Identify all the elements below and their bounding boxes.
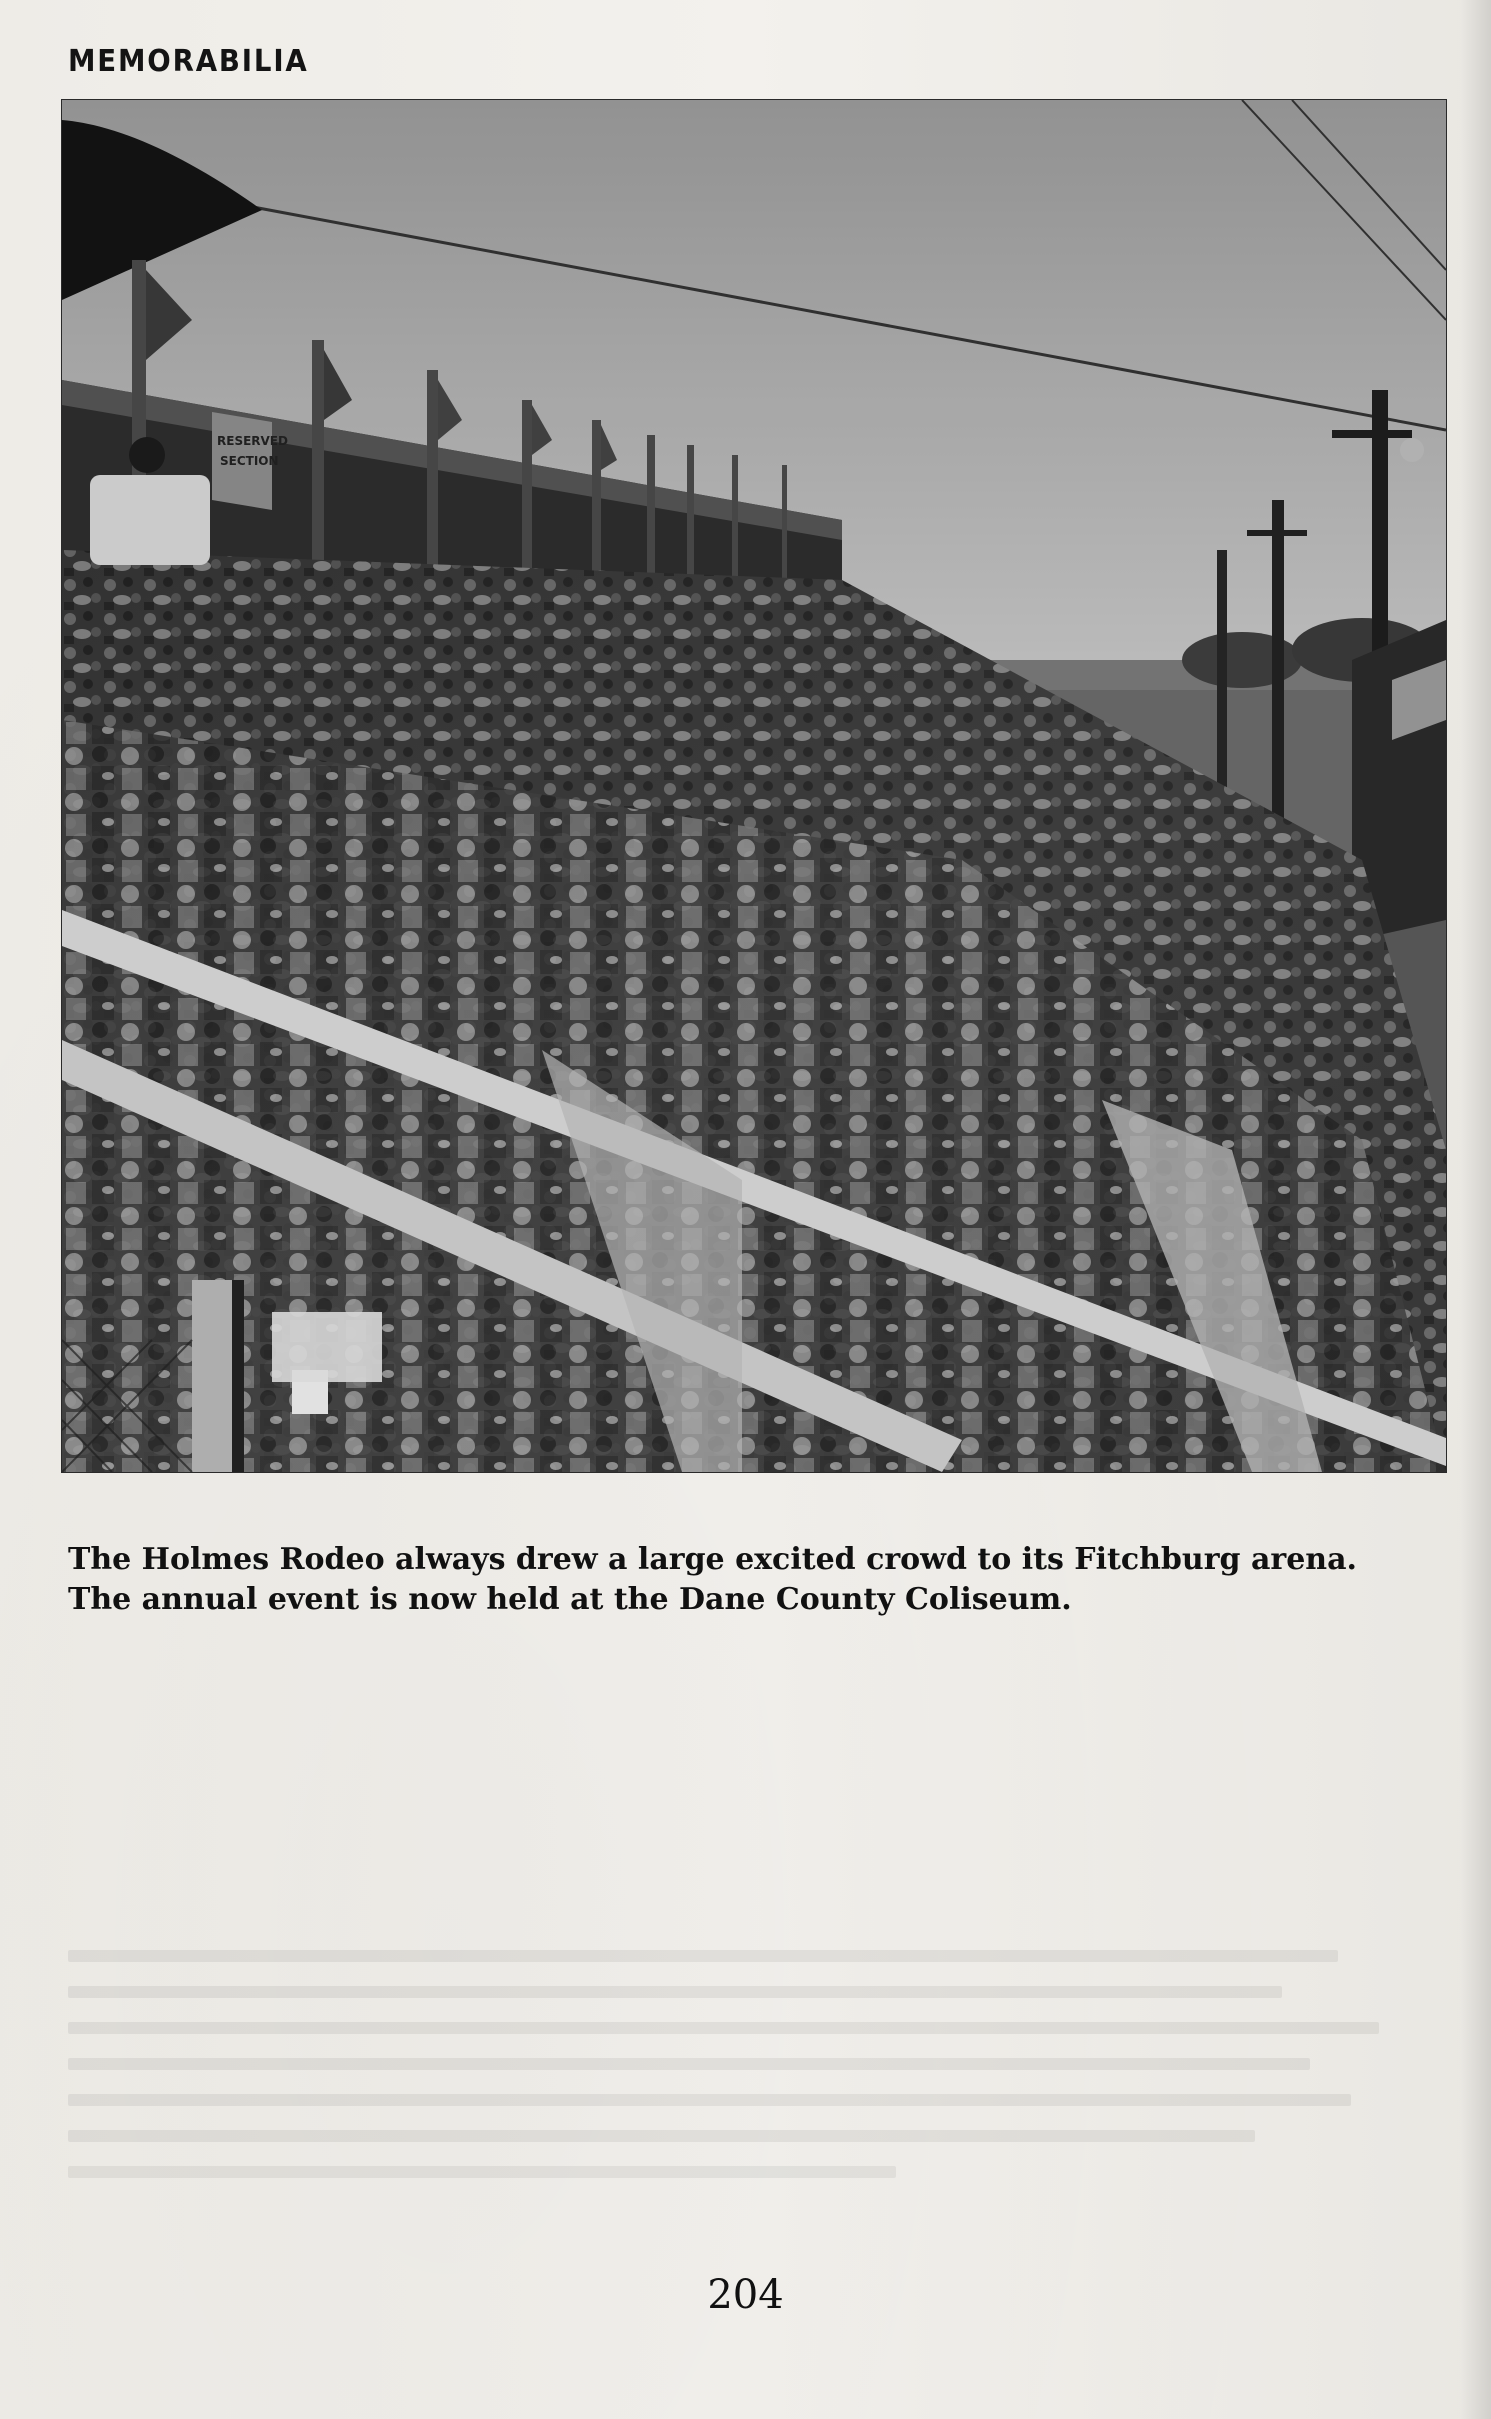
- svg-text:RESERVED: RESERVED: [217, 434, 288, 448]
- running-head: MEMORABILIA: [68, 44, 309, 79]
- page-number: 204: [707, 2272, 784, 2318]
- caption-line-1: The Holmes Rodeo always drew a large excited crowd to its Fitchburg arena.: [68, 1542, 1357, 1577]
- photo-caption: [68, 1540, 1448, 1620]
- svg-text:SECTION: SECTION: [220, 454, 279, 468]
- photo-illustration: [62, 100, 1446, 1472]
- caption-line-2: The annual event is now held at the Dane County Coliseum.: [68, 1582, 1072, 1617]
- bleed-through-text: [68, 1950, 1448, 2250]
- rodeo-crowd-photo: [62, 100, 1446, 1472]
- spine-shadow: [1461, 0, 1491, 2419]
